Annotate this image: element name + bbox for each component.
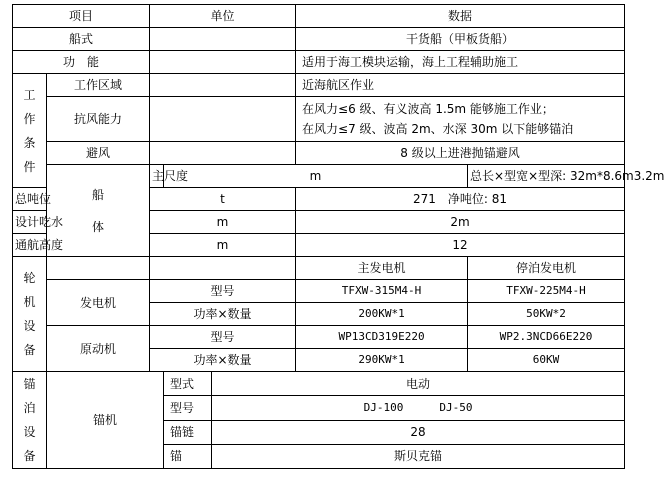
windlass-type-value: 电动 — [212, 372, 625, 396]
prime-mover-label: 原动机 — [47, 326, 150, 372]
windlass-model-value — [212, 396, 625, 420]
draft-label: 设计吃水 — [13, 211, 47, 234]
shelter-row — [13, 142, 625, 165]
prime-mover-power-standby: 60KW — [468, 349, 625, 372]
standby-generator-header: 停泊发电机 — [468, 257, 625, 280]
windlass-model-label: 型号 — [164, 396, 212, 420]
engine-header-blank — [47, 257, 150, 280]
header-row — [13, 5, 625, 28]
main-dimension-label: 主尺度 — [150, 165, 164, 188]
prime-mover-model-label: 型号 — [150, 326, 296, 349]
anchor-label: 锚 — [164, 444, 212, 468]
hull-group-label: 船 体 — [47, 165, 150, 257]
windlass-model-1: DJ-100 — [363, 400, 404, 414]
ship-spec-table — [12, 4, 665, 469]
draft-unit: m — [150, 211, 296, 234]
tonnage-value: 271 净吨位: 81 — [296, 188, 625, 211]
prime-mover-power-label: 功率×数量 — [150, 349, 296, 372]
function-row — [13, 51, 625, 74]
wind-resistance-line-2: 在风力≤7 级、波高 2m、水深 30m 以下能够锚泊 — [302, 122, 574, 136]
work-area-value: 近海航区作业 — [296, 74, 625, 97]
header-data: 数据 — [296, 5, 625, 28]
ship-type-label: 船式 — [13, 28, 150, 51]
header-unit: 单位 — [150, 5, 296, 28]
main-dimension-value: 总长×型宽×型深: 32m*8.6m3.2m — [468, 165, 625, 188]
wind-resistance-unit — [150, 97, 296, 142]
prime-mover-model-row — [13, 326, 625, 349]
windlass-model-2: DJ-50 — [439, 400, 473, 414]
prime-mover-model-standby: WP2.3NCD66E220 — [468, 326, 625, 349]
function-value: 适用于海工模块运输，海上工程辅助施工 — [296, 51, 625, 74]
work-conditions-group-label: 工 作 条 件 — [13, 74, 47, 188]
main-dimension-row — [13, 165, 625, 188]
work-area-label: 工作区域 — [47, 74, 150, 97]
ship-type-row — [13, 28, 625, 51]
engine-header-row — [13, 257, 625, 280]
generator-model-main: TFXW-315M4-H — [296, 280, 468, 303]
generator-model-row — [13, 280, 625, 303]
anchor-chain-value: 28 — [212, 420, 625, 444]
mooring-group-label: 锚 泊 设 备 — [13, 372, 47, 469]
shelter-unit — [150, 142, 296, 165]
windlass-label: 锚机 — [47, 372, 164, 469]
wind-resistance-value — [296, 97, 625, 142]
engine-header-blank-2 — [150, 257, 296, 280]
work-area-row — [13, 74, 625, 97]
shelter-label: 避风 — [47, 142, 150, 165]
work-area-unit — [150, 74, 296, 97]
wind-resistance-line-1: 在风力≤6 级、有义波高 1.5m 能够施工作业； — [302, 102, 554, 116]
tonnage-label: 总吨位 — [13, 188, 47, 211]
windlass-type-label: 型式 — [164, 372, 212, 396]
windlass-type-row — [13, 372, 625, 396]
air-draft-unit: m — [150, 234, 296, 257]
prime-mover-power-main: 290KW*1 — [296, 349, 468, 372]
anchor-chain-label: 锚链 — [164, 420, 212, 444]
air-draft-value: 12 — [296, 234, 625, 257]
generator-model-standby: TFXW-225M4-H — [468, 280, 625, 303]
prime-mover-model-main: WP13CD319E220 — [296, 326, 468, 349]
shelter-value: 8 级以上进港抛锚避风 — [296, 142, 625, 165]
generator-model-label: 型号 — [150, 280, 296, 303]
draft-value: 2m — [296, 211, 625, 234]
anchor-value: 斯贝克锚 — [212, 444, 625, 468]
function-unit — [150, 51, 296, 74]
main-dimension-unit: m — [164, 165, 468, 188]
ship-type-value: 干货船（甲板货船） — [296, 28, 625, 51]
air-draft-label: 通航高度 — [13, 234, 47, 257]
tonnage-unit: t — [150, 188, 296, 211]
main-generator-header: 主发电机 — [296, 257, 468, 280]
header-item: 项目 — [13, 5, 150, 28]
generator-power-standby: 50KW*2 — [468, 303, 625, 326]
ship-type-unit — [150, 28, 296, 51]
wind-resistance-label: 抗风能力 — [47, 97, 150, 142]
engine-group-label: 轮 机 设 备 — [13, 257, 47, 372]
generator-power-main: 200KW*1 — [296, 303, 468, 326]
generator-power-label: 功率×数量 — [150, 303, 296, 326]
function-label: 功 能 — [13, 51, 150, 74]
wind-resistance-row — [13, 97, 625, 142]
generator-label: 发电机 — [47, 280, 150, 326]
